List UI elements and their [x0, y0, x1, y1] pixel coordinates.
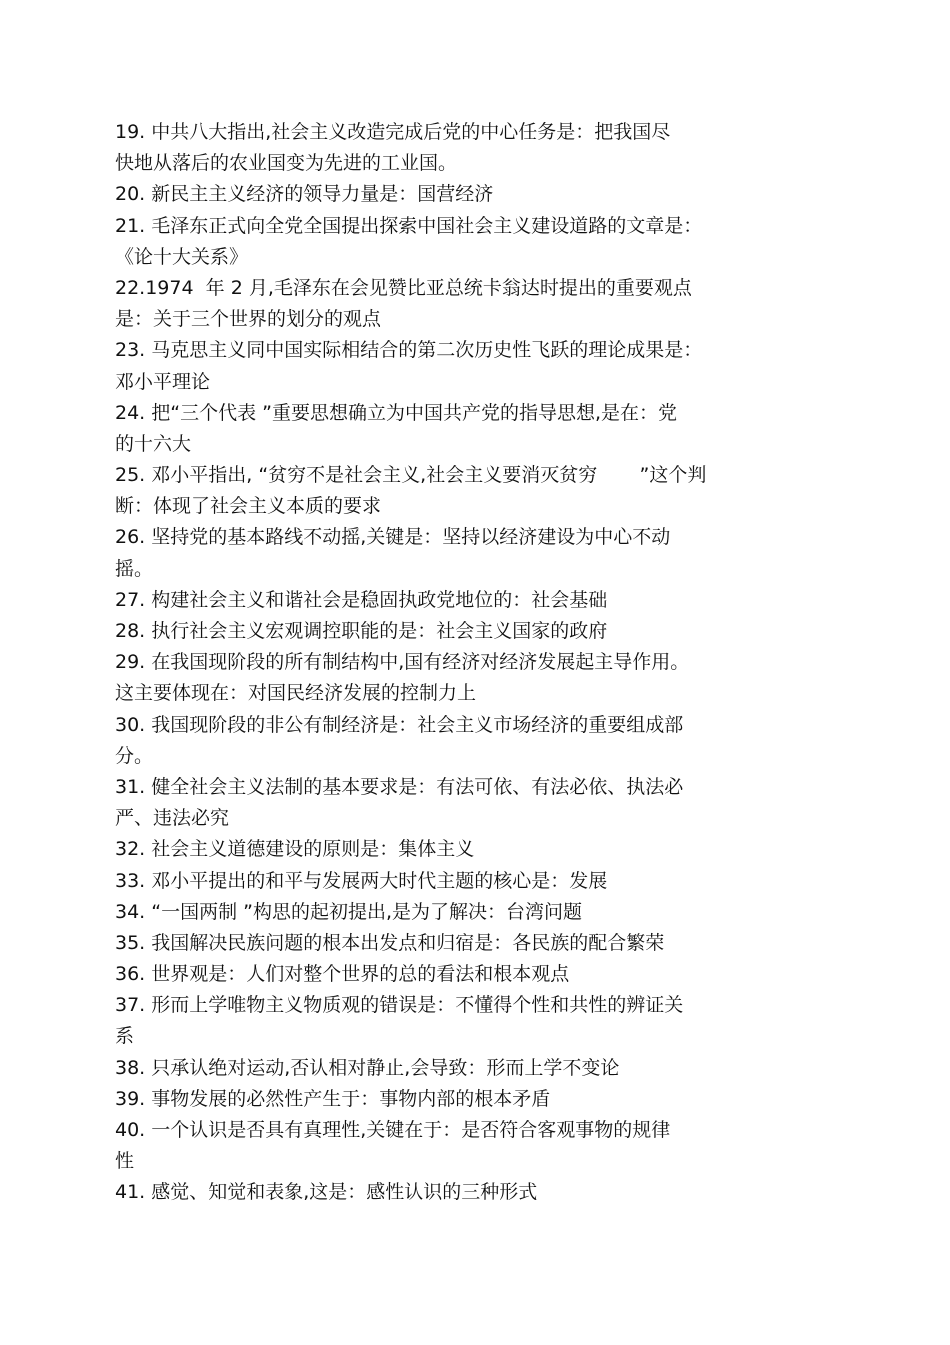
text-line: 系 [115, 1025, 135, 1048]
text-line: 性 [115, 1150, 135, 1173]
text-line: 23. 马克思主义同中国实际相结合的第二次历史性飞跃的理论成果是： [115, 339, 703, 362]
text-line: 38. 只承认绝对运动,否认相对静止,会导致：形而上学不变论 [115, 1056, 620, 1079]
text-line: 19. 中共八大指出,社会主义改造完成后党的中心任务是：把我国尽 [115, 121, 671, 143]
text-line: 35. 我国解决民族问题的根本出发点和归宿是：各民族的配合繁荣 [115, 931, 665, 954]
text-line: 分。 [115, 744, 154, 767]
text-line: 《论十大关系》 [115, 245, 249, 268]
text-line: 27. 构建社会主义和谐社会是稳固执政党地位的：社会基础 [115, 588, 608, 611]
text-line: 的十六大 [115, 432, 192, 455]
text-line: 32. 社会主义道德建设的原则是：集体主义 [115, 838, 475, 861]
text-line: 24. 把“三个代表 ”重要思想确立为中国共产党的指导思想,是在：党 [115, 401, 678, 424]
text-line: 摇。 [115, 557, 154, 580]
document-page [115, 117, 795, 1209]
text-line: 邓小平理论 [115, 370, 211, 393]
text-line: 22.1974 年 2 月,毛泽东在会见赞比亚总统卡翁达时提出的重要观点 [115, 276, 692, 299]
text-line: 31. 健全社会主义法制的基本要求是：有法可依、有法必依、执法必 [115, 775, 684, 798]
text-line: 25. 邓小平指出, “贫穷不是社会主义,社会主义要消灭贫穷 ”这个判 [115, 464, 707, 487]
text-line: 34. “一国两制 ”构思的起初提出,是为了解决：台湾问题 [115, 900, 583, 923]
text-line: 36. 世界观是：人们对整个世界的总的看法和根本观点 [115, 963, 570, 986]
text-line: 30. 我国现阶段的非公有制经济是：社会主义市场经济的重要组成部 [115, 713, 684, 736]
text-line: 20. 新民主主义经济的领导力量是：国营经济 [115, 183, 494, 206]
text-line: 是：关于三个世界的划分的观点 [115, 308, 382, 331]
text-line: 快地从落后的农业国变为先进的工业国。 [115, 152, 458, 175]
text-line: 28. 执行社会主义宏观调控职能的是：社会主义国家的政府 [115, 620, 608, 642]
text-line: 33. 邓小平提出的和平与发展两大时代主题的核心是：发展 [115, 869, 608, 892]
text-line: 26. 坚持党的基本路线不动摇,关键是：坚持以经济建设为中心不动 [115, 526, 671, 549]
text-line: 29. 在我国现阶段的所有制结构中,国有经济对经济发展起主导作用。 [115, 651, 690, 674]
text-line: 41. 感觉、知觉和表象,这是：感性认识的三种形式 [115, 1181, 538, 1204]
text-line: 37. 形而上学唯物主义物质观的错误是：不懂得个性和共性的辨证关 [115, 994, 684, 1017]
text-line: 40. 一个认识是否具有真理性,关键在于：是否符合客观事物的规律 [115, 1119, 671, 1141]
text-line: 断：体现了社会主义本质的要求 [115, 495, 382, 518]
text-line: 21. 毛泽东正式向全党全国提出探索中国社会主义建设道路的文章是： [115, 214, 703, 237]
text-line: 39. 事物发展的必然性产生于：事物内部的根本矛盾 [115, 1087, 551, 1110]
text-line: 这主要体现在：对国民经济发展的控制力上 [115, 682, 477, 705]
text-line: 严、违法必究 [115, 807, 230, 830]
